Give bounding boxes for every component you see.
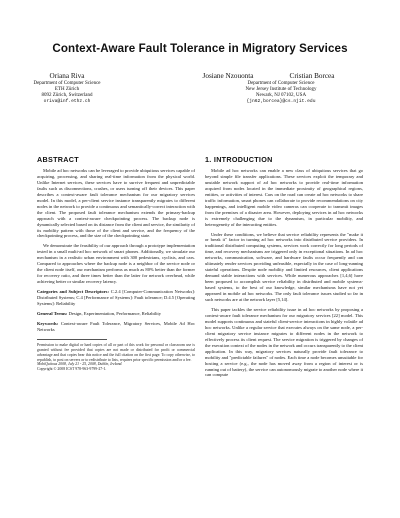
author-email: {jn62,borcea}@cs.njit.edu <box>246 99 316 105</box>
categories-text: C.2.4 [Computer-Communication Networks]: Distributed Systems; C.4 [Performance of Systems]: Fault tolerance; D.4.5 [Operating Systems]: Reliability <box>37 289 195 307</box>
abstract-heading: ABSTRACT <box>37 155 79 164</box>
abstract-paragraph-2: We demonstrate the feasibility of our approach through a prototype implementation tested in a small multi-ad hoc network of smart phones. Additionally, we simulate our mechanism in a realistic urban environment with 300 pedestrians, cyclists, and cars. Compared to approaches where the backup node is a neighbor of the service node or the client node itself, our mechanism performs as much as 80% better than the former for recovery ratio, and three times better than the latter for network overhead, while achieving better or similar recovery latency. <box>37 243 195 285</box>
author-3 <box>262 72 362 81</box>
right-column <box>205 155 363 378</box>
author-addr: 8092 Zürich, Switzerland <box>41 93 93 99</box>
keywords-text: Context-aware Fault Tolerance, Migratory Services, Mobile Ad Hoc Networks <box>37 320 195 332</box>
author-inst: ETH Zürich <box>54 87 80 93</box>
author-block <box>0 72 400 132</box>
author-name: Oriana Riva <box>49 72 85 80</box>
terms-label: General Terms: <box>37 310 68 316</box>
author-name: Josiane Nzouonta <box>202 72 254 80</box>
copyright-line: Copyright © 2008 ICST 978-963-9799-27-1. <box>37 367 107 372</box>
abstract-paragraph-1: Mobile ad hoc networks can be leveraged to provide ubiquitous services capable of acquiring, processing, and sharing real-time information from the physical world. Unlike Internet services, these services have to survive frequent and unpredictable faults such as disconnections, crashes, or users turning off their devices. This paper describes a context-aware fault tolerance mechanism for our migratory services model. In this model, a per-client service instance transparently migrates to different nodes in the network to provide a continuous and semantically-correct interaction with the client. The proposed fault tolerance mechanism extends the primary-backup approach with a context-aware checkpointing process. The backup node is dynamically selected based on its distance from the client and service, the similarity of its mobility pattern with those of the client and service, and the frequency of the checkpointing process, and the size of the checkpointing state. <box>37 168 195 239</box>
author-email: oriva@inf.ethz.ch <box>43 99 91 105</box>
categories-label: Categories and Subject Descriptors: <box>37 289 109 295</box>
footnote-rule <box>37 339 107 340</box>
intro-paragraph-1: Mobile ad hoc networks can enable a new class of ubiquitous services that go beyond simple file transfer applications. These services exploit the temporary and unstable network support of ad hoc networks to provide real-time information acquired from nodes located in the immediate proximity of geographical regions, entities, or activities of interest. Cars on the road can create ad hoc networks to share traffic information, smart phones can collaborate to provide recommendations on city happenings, and intelligent mobile video cameras can cooperate to transmit images from the premises of a disaster area. However, deploying services in ad hoc networks is extremely challenging due to the dynamism, in particular mobility, and heterogeneity of the interacting entities. <box>205 168 363 227</box>
intro-paragraph-3: This paper tackles the service reliability issue in ad hoc networks by proposing a context-aware fault tolerance mechanism for our migratory services [22] model. This model supports continuous and stateful client-service interactions in highly volatile ad hoc networks. Unlike a regular service that executes always on the same node, a per-client migratory service instance migrates to different nodes in the network to effectively process its client request. The service migration is triggered by changes of the execution context of the nodes in the network and occurs transparently to the client application. In this way, migratory services naturally provide fault tolerance to mobility and "predictable failures" of nodes. Each time a node becomes unsuitable for hosting a service (e.g., the node has moved away from a region of interest or is running out of battery), the service can autonomously migrate to another node where it can compute <box>205 306 363 378</box>
paper-title: Context-Aware Fault Tolerance in Migratory Services <box>52 42 348 55</box>
author-dept: Department of Computer Science <box>247 81 315 86</box>
author-inst: New Jersey Institute of Technology <box>245 87 317 93</box>
left-column <box>37 155 195 372</box>
author-2 <box>200 72 256 81</box>
venue-line: MobiQuitous 2008, July 21 - 25, 2008, Dublin, Ireland. <box>37 362 123 367</box>
author-shared-affiliation <box>200 81 362 105</box>
author-name: Cristian Borcea <box>289 72 335 80</box>
intro-paragraph-2: Under these conditions, we believe that service reliability represents the "make it or break it" factor in turning ad hoc networks into distributed service providers. In traditional distributed computing systems, services work correctly for long periods of time, and recovery mechanisms are triggered only in exceptional situations. In ad hoc networks, communication, software, and hardware faults occur frequently and can ultimately render services providing unfeasible, especially in the case of long-running stateful operations. Despite node mobility and limited resources, client applications demand stable interactions with services. While numerous approaches [1,4,6] have been proposed to accomplish service reliability in distributed and mobile systems-based systems, to the best of our knowledge, similar mechanisms have not yet appeared in mobile ad hoc networks. The only fault tolerance issues studied so far in such networks are at the network layer [5,14]. <box>205 231 363 303</box>
terms-text: Design, Experimentation, Performance, Reliability <box>68 310 162 316</box>
categories <box>37 289 195 307</box>
author-addr: Newark, NJ 07102, USA <box>255 93 307 99</box>
author-1 <box>0 72 134 105</box>
keywords <box>37 321 195 333</box>
keywords-label: Keywords: <box>37 320 59 326</box>
author-dept: Department of Computer Science <box>33 81 101 86</box>
introduction-heading: 1. INTRODUCTION <box>205 155 273 164</box>
permission-notice: Permission to make digital or hard copies of all or part of this work for personal or classroom use is granted without fee provided that copies are not made or distributed for profit or commercial advantage and that copies bear this notice and the full citation on the first page. To copy otherwise, to republish, to post on servers or to redistribute to lists, requires prior specific permission and/or a fee. <box>37 342 195 362</box>
